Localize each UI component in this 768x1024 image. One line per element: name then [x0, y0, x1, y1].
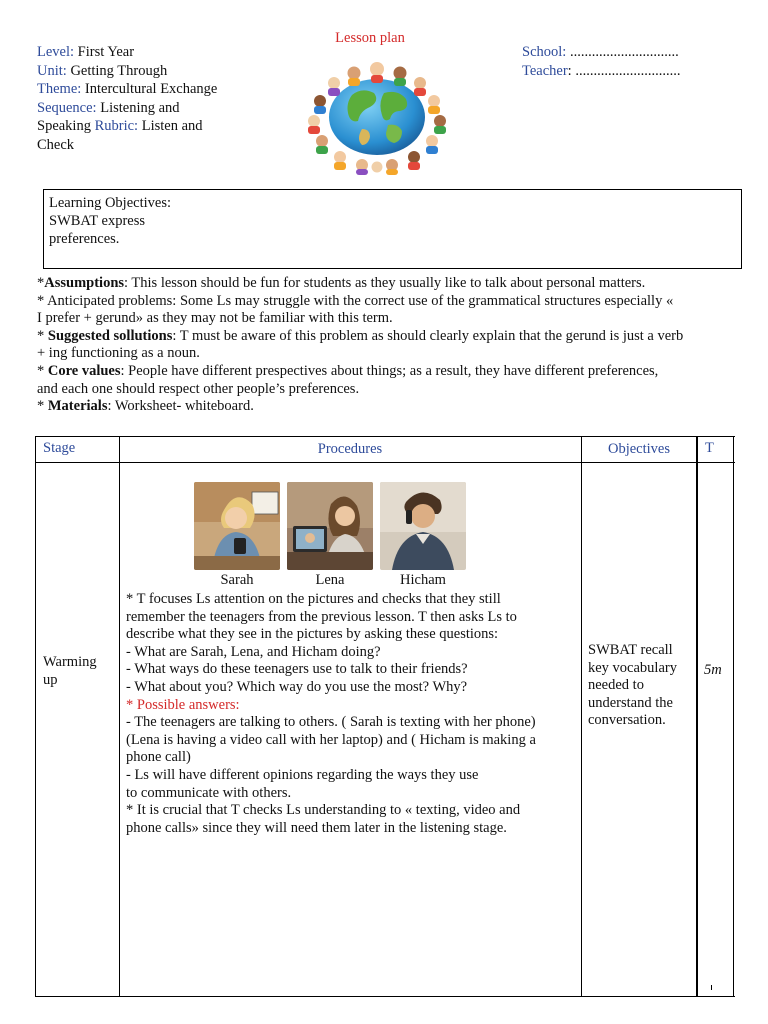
stray-mark: [711, 985, 712, 990]
sequence-value: Listening and: [100, 99, 180, 116]
answer-line: - The teenagers are talking to others. ( Sarah is texting with her phone): [126, 714, 536, 731]
rubric-label: Rubric:: [94, 118, 139, 135]
suggested-label: Suggested sollutions: [47, 327, 173, 344]
photo-label-lena: Lena: [315, 572, 345, 588]
procedure-line: - What about you? Which way do you use the most? Why?: [126, 678, 468, 695]
objective-text: SWBAT recall key vocabulary needed to understand the conversation.: [588, 642, 677, 729]
answer-line: * It is crucial that T checks Ls understanding to « texting, video and: [126, 802, 521, 819]
answer-line: to communicate with others.: [126, 784, 292, 801]
objectives-heading: Learning Objectives:: [49, 195, 171, 211]
column-divider: [696, 436, 698, 997]
sequence-label: Sequence:: [37, 99, 97, 116]
theme-label: Theme:: [37, 81, 82, 98]
learning-objectives-box: [43, 189, 742, 269]
unit-label: Unit:: [37, 62, 67, 79]
suggested-text-cont: + ing functioning as a noun.: [37, 345, 200, 362]
column-divider: [119, 436, 120, 997]
table-border: [35, 436, 735, 437]
table-header-divider: [35, 462, 735, 463]
lena-video-call-photo: [287, 482, 373, 570]
teacher-label: Teacher: [522, 62, 568, 79]
assumptions-label: Assumptions: [44, 275, 125, 291]
teacher-value: : .............................: [567, 62, 681, 79]
procedure-line: remember the teenagers from the previous lesson. T then asks Ls to: [126, 608, 517, 625]
level-label: Level:: [37, 44, 75, 60]
assumptions-text: : This lesson should be fun for students as they usually like to talk about personal matters.: [124, 275, 646, 291]
procedure-line: describe what they see in the pictures by asking these questions:: [126, 626, 499, 643]
materials-text: : Worksheet- whiteboard.: [107, 398, 254, 415]
column-divider: [581, 436, 582, 997]
answer-line: phone call): [126, 749, 191, 766]
objectives-line: preferences.: [49, 231, 120, 247]
suggested-text: : T must be aware of this problem as should clearly explain that the gerund is just a verb: [172, 327, 684, 344]
header-time: T: [705, 440, 714, 456]
procedures-text: [126, 591, 576, 837]
procedure-line: - What ways do these teenagers use to talk to their friends?: [126, 661, 468, 678]
table-border: [35, 436, 36, 997]
lesson-info: [37, 43, 277, 155]
lesson-notes: *Assumptions: This lesson should be fun for students as they usually like to talk about personal matters. * Anticipated problems: Some Ls may struggle with the correct use of the grammatical structures especially « I prefer + gerund» as they may not be familiar with this term. * Suggested sollutions: T must be aware of this problem as should clearly explain that the gerund is just a verb + ing functioning as a noun. * Core values: People have different prespectives about things; as a result, they have different preferences, and each one should respect other people’s preferences. * Materials: Worksheet- whiteboard.: [37, 275, 737, 416]
unit-value: Getting Through: [70, 62, 168, 79]
header-stage: Stage: [43, 440, 76, 456]
possible-answers-label: * Possible answers:: [126, 696, 240, 713]
theme-value: Intercultural Exchange: [84, 81, 218, 98]
level-value: First Year: [77, 44, 135, 60]
procedure-line: - What are Sarah, Lena, and Hicham doing?: [126, 643, 381, 660]
school-label: School:: [522, 44, 567, 60]
core-values-label: Core values: [47, 362, 121, 379]
rubric-value: Listen and: [141, 118, 203, 135]
globe-children-illustration: [292, 55, 462, 175]
answer-line: phone calls» since they will need them later in the listening stage.: [126, 819, 507, 836]
answer-line: (Lena is having a video call with her laptop) and ( Hicham is making a: [126, 731, 536, 748]
photo-label-sarah: Sarah: [220, 572, 254, 588]
answer-line: - Ls will have different opinions regarding the ways they use: [126, 766, 479, 783]
procedure-line: * T focuses Ls attention on the pictures and checks that they still: [126, 591, 501, 607]
hicham-phone-call-photo: [380, 482, 466, 570]
header-procedures: Procedures: [317, 441, 383, 457]
table-border: [733, 436, 734, 997]
anticipated-line: * Anticipated problems: Some Ls may struggle with the correct use of the grammatical structures especially «: [37, 292, 674, 309]
time-value: 5m: [704, 662, 722, 678]
stage-name: Warming up: [43, 654, 97, 688]
school-info: [522, 43, 742, 80]
anticipated-line: I prefer + gerund» as they may not be familiar with this term.: [37, 310, 393, 327]
sequence-value-cont: Speaking: [37, 118, 91, 135]
header-objectives: Objectives: [607, 441, 670, 457]
core-values-text: : People have different prespectives about things; as a result, they have different preferences,: [120, 362, 659, 379]
objectives-line: SWBAT express: [49, 213, 145, 229]
core-values-text-cont: and each one should respect other people’s preferences.: [37, 380, 360, 397]
sarah-texting-photo: [194, 482, 280, 570]
school-value: ..............................: [569, 44, 679, 60]
materials-label: Materials: [47, 398, 108, 415]
table-border: [35, 996, 735, 997]
procedure-table: [35, 436, 735, 998]
photo-label-hicham: Hicham: [400, 572, 446, 588]
rubric-value-cont: Check: [37, 136, 75, 153]
page-title: Lesson plan: [335, 30, 405, 46]
